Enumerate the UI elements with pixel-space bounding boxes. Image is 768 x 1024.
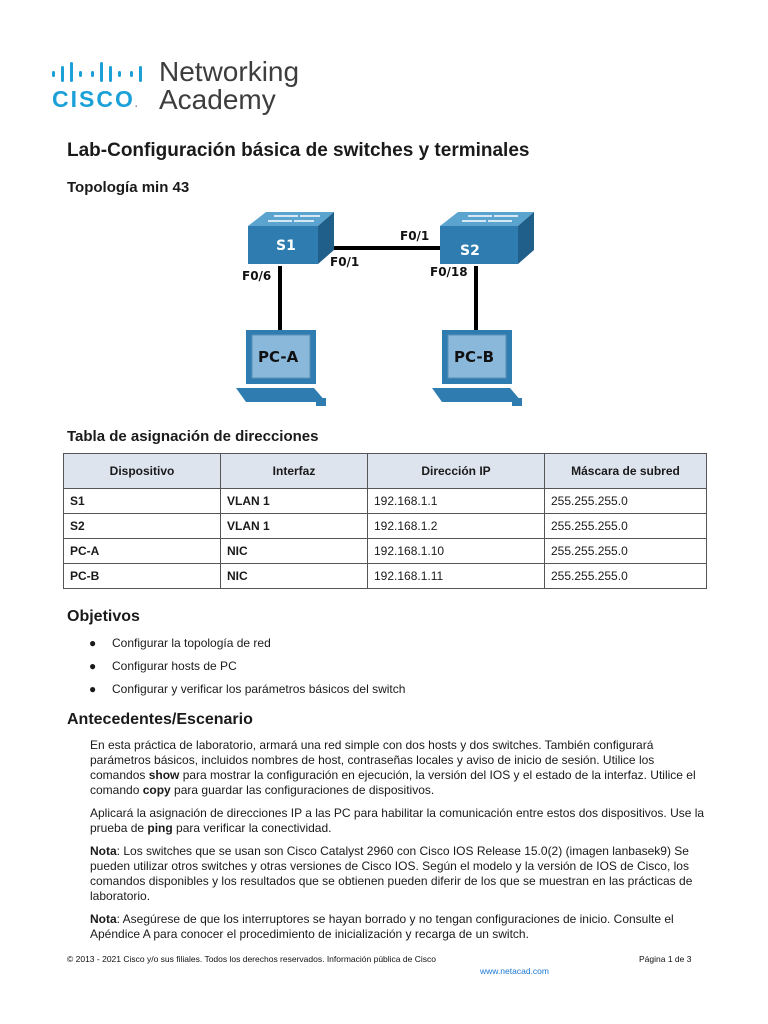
bullet-icon: ● (89, 636, 97, 650)
cell-interface: VLAN 1 (221, 514, 368, 539)
footer-copyright: © 2013 - 2021 Cisco y/o sus filiales. Todos los derechos reservados. Información pública de Cisco (67, 954, 436, 964)
cell-device: S2 (64, 514, 221, 539)
col-direccion-ip: Dirección IP (368, 454, 545, 489)
list-item: ● Configurar la topología de red (89, 636, 271, 650)
port-s2-f01: F0/1 (400, 229, 430, 243)
cell-mask: 255.255.255.0 (545, 514, 707, 539)
cisco-networking-academy-logo (52, 58, 312, 118)
pc-a-label: PC-A (258, 348, 299, 366)
logo-networking: Networking (159, 56, 300, 87)
topology-diagram (228, 208, 548, 414)
cell-mask: 255.255.255.0 (545, 564, 707, 589)
list-item: ● Configurar hosts de PC (89, 659, 237, 673)
footer-page-number: Página 1 de 3 (639, 954, 692, 964)
table-row (64, 514, 707, 539)
page-title: Lab-Configuración básica de switches y terminales (67, 140, 530, 161)
pc-b-label: PC-B (454, 348, 495, 366)
cell-ip: 192.168.1.11 (368, 564, 545, 589)
address-table-heading: Tabla de asignación de direcciones (67, 428, 319, 445)
cell-device: PC-A (64, 539, 221, 564)
list-item: ● Configurar y verificar los parámetros básicos del switch (89, 682, 406, 696)
col-interfaz: Interfaz (221, 454, 368, 489)
objetivos-list (67, 635, 707, 704)
switch-s1-label: S1 (276, 238, 296, 254)
pc-b (432, 330, 522, 406)
objetivos-heading: Objetivos (67, 608, 140, 625)
col-mascara: Máscara de subred (545, 454, 707, 489)
cell-interface: NIC (221, 539, 368, 564)
bullet-icon: ● (89, 682, 97, 696)
logo-academy: Academy (159, 84, 276, 115)
cell-interface: NIC (221, 564, 368, 589)
cell-mask: 255.255.255.0 (545, 539, 707, 564)
col-dispositivo: Dispositivo (64, 454, 221, 489)
cisco-bars-icon (52, 62, 148, 82)
cell-ip: 192.168.1.2 (368, 514, 545, 539)
cell-ip: 192.168.1.10 (368, 539, 545, 564)
cell-device: PC-B (64, 564, 221, 589)
antecedentes-body (90, 738, 706, 950)
table-row (64, 564, 707, 589)
cell-ip: 192.168.1.1 (368, 489, 545, 514)
table-row (64, 489, 707, 514)
switch-s2 (440, 212, 534, 264)
table-header-row (64, 454, 707, 489)
switch-s1 (248, 212, 334, 264)
port-s1-f06: F0/6 (242, 269, 272, 283)
paragraph-1: En esta práctica de laboratorio, armará una red simple con dos hosts y dos switches. También configurará parámetros básicos, incluidos nombres de host, contraseñas locales y aviso de inicio de sesión. Utilice los comandos show para mostrar la configuración en ejecución, la versión del IOS y el estado de la interfaz. Utilice el comando copy para guardar las configuraciones de dispositivos. (90, 738, 696, 797)
switch-s2-label: S2 (460, 243, 480, 259)
paragraph-2: Aplicará la asignación de direcciones IP a las PC para habilitar la comunicación entre estos dos dispositivos. Use la prueba de ping para verificar la conectividad. (90, 806, 705, 835)
address-table (63, 453, 707, 589)
note-1: Nota: Los switches que se usan son Cisco Catalyst 2960 con Cisco IOS Release 15.0(2) (imagen lanbasek9) Se pueden utilizar otros switches y otras versiones de Cisco IOS. Según el modelo y la versión de IOS de Cisco, los comandos disponibles y los resultados que se obtienen pueden diferir de los que se muestran en las prácticas de laboratorio. (90, 844, 693, 903)
footer-link[interactable]: www.netacad.com (480, 966, 549, 976)
bullet-icon: ● (89, 659, 97, 673)
cell-interface: VLAN 1 (221, 489, 368, 514)
pc-a (236, 330, 326, 406)
antecedentes-heading: Antecedentes/Escenario (67, 711, 253, 728)
port-s1-f01: F0/1 (330, 255, 360, 269)
cell-device: S1 (64, 489, 221, 514)
table-row (64, 539, 707, 564)
port-s2-f018: F0/18 (430, 265, 468, 279)
topology-heading: Topología min 43 (67, 179, 190, 196)
note-2: Nota: Asegúrese de que los interruptores se hayan borrado y no tengan configuraciones de inicio. Consulte el Apéndice A para conocer el procedimiento de inicialización y recarga de un switch. (90, 912, 674, 941)
cell-mask: 255.255.255.0 (545, 489, 707, 514)
cisco-wordmark: CISCO. (52, 86, 140, 112)
